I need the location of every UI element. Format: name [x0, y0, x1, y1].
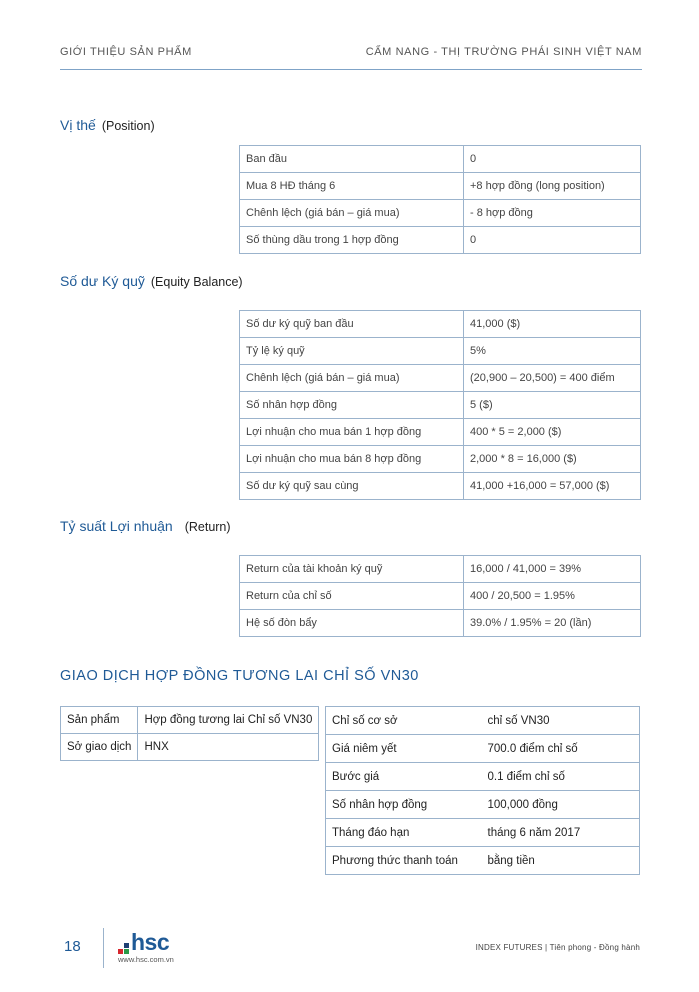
table-row — [240, 583, 641, 610]
table-cell-value: 39.0% / 1.95% = 20 (lần) — [464, 610, 641, 637]
section-title-equity-balance — [60, 273, 243, 289]
table-cell-label: Chênh lệch (giá bán – giá mua) — [240, 365, 464, 392]
table-cell-label: Ban đầu — [240, 146, 464, 173]
logo-text: hsc — [131, 929, 170, 955]
header-right-title: CẨM NANG - THỊ TRƯỜNG PHÁI SINH VIỆT NAM — [365, 46, 642, 58]
table-cell-label: Số thùng dầu trong 1 hợp đồng — [240, 227, 464, 254]
header-left-title: GIỚI THIỆU SẢN PHẨM — [60, 46, 192, 58]
section-title-vi: Tỷ suất Lợi nhuận — [60, 518, 173, 534]
table-cell-label: Lợi nhuận cho mua bán 1 hợp đồng — [240, 419, 464, 446]
table-cell-label: Số dư ký quỹ ban đầu — [240, 311, 464, 338]
table-row — [240, 227, 641, 254]
table-row — [240, 311, 641, 338]
table-row — [240, 473, 641, 500]
table-cell-label: Sản phẩm — [61, 707, 138, 734]
table-row — [240, 610, 641, 637]
table-cell-label: Return của tài khoản ký quỹ — [240, 556, 464, 583]
table-row — [240, 446, 641, 473]
section-title-en: (Position) — [101, 119, 155, 133]
table-cell-value: - 8 hợp đồng — [464, 200, 641, 227]
table-cell-label: Mua 8 HĐ tháng 6 — [240, 173, 464, 200]
table-row — [326, 763, 640, 791]
table-row — [326, 819, 640, 847]
table-row — [240, 146, 641, 173]
table-row — [326, 707, 640, 735]
table-cell-label: Phương thức thanh toán — [326, 847, 482, 875]
table-row — [61, 707, 319, 734]
table-row — [240, 338, 641, 365]
logo-dot-green — [124, 949, 129, 954]
table-row — [240, 392, 641, 419]
footer-tagline: INDEX FUTURES | Tiên phong - Đồng hành — [475, 943, 640, 952]
table-row — [61, 734, 319, 761]
table-cell-value: (20,900 – 20,500) = 400 điểm — [464, 365, 641, 392]
table-row — [240, 200, 641, 227]
table-cell-label: Sở giao dịch — [61, 734, 138, 761]
table-row — [240, 556, 641, 583]
table-cell-label: Return của chỉ số — [240, 583, 464, 610]
table-row — [240, 419, 641, 446]
section-title-en: (Equity Balance) — [150, 275, 243, 289]
page-number: 18 — [64, 938, 81, 955]
table-cell-value: Hợp đồng tương lai Chỉ số VN30 — [138, 707, 319, 734]
table-cell-value: 0.1 điểm chỉ số — [482, 763, 640, 791]
table-row — [240, 173, 641, 200]
table-cell-value: +8 hợp đồng (long position) — [464, 173, 641, 200]
table-cell-label: Tỷ lệ ký quỹ — [240, 338, 464, 365]
section-title-en: (Return) — [184, 520, 231, 534]
section-title-vi: Vị thế — [60, 117, 96, 133]
table-cell-label: Bước giá — [326, 763, 482, 791]
vn30-section-title: GIAO DỊCH HỢP ĐỒNG TƯƠNG LAI CHỈ SỐ VN30 — [60, 668, 419, 684]
logo-dot-red — [118, 949, 123, 954]
table-cell-value: 100,000 đồng — [482, 791, 640, 819]
table-cell-label: Giá niêm yết — [326, 735, 482, 763]
table-cell-label: Hệ số đòn bẩy — [240, 610, 464, 637]
table-row — [326, 847, 640, 875]
table-row — [326, 735, 640, 763]
section-title-position — [60, 117, 155, 133]
table-cell-value: tháng 6 năm 2017 — [482, 819, 640, 847]
position-table — [239, 145, 641, 254]
table-cell-value: 2,000 * 8 = 16,000 ($) — [464, 446, 641, 473]
table-cell-value: 0 — [464, 146, 641, 173]
table-cell-value: 0 — [464, 227, 641, 254]
vn30-spec-table — [325, 706, 640, 875]
table-cell-value: bằng tiền — [482, 847, 640, 875]
table-cell-label: Số nhân hợp đồng — [326, 791, 482, 819]
table-cell-label: Chênh lệch (giá bán – giá mua) — [240, 200, 464, 227]
section-title-return — [60, 518, 231, 534]
table-cell-label: Chỉ số cơ sở — [326, 707, 482, 735]
table-cell-label: Tháng đáo hạn — [326, 819, 482, 847]
table-cell-value: chỉ số VN30 — [482, 707, 640, 735]
table-cell-label: Số dư ký quỹ sau cùng — [240, 473, 464, 500]
table-cell-value: 41,000 +16,000 = 57,000 ($) — [464, 473, 641, 500]
return-table — [239, 555, 641, 637]
table-cell-value: 700.0 điểm chỉ số — [482, 735, 640, 763]
table-cell-label: Lợi nhuận cho mua bán 8 hợp đồng — [240, 446, 464, 473]
logo-dot-navy — [124, 943, 129, 948]
table-cell-value: 5 ($) — [464, 392, 641, 419]
table-cell-value: 41,000 ($) — [464, 311, 641, 338]
table-cell-value: HNX — [138, 734, 319, 761]
page-header — [60, 44, 642, 70]
table-cell-value: 400 / 20,500 = 1.95% — [464, 583, 641, 610]
table-row — [326, 791, 640, 819]
table-cell-value: 400 * 5 = 2,000 ($) — [464, 419, 641, 446]
table-row — [240, 365, 641, 392]
footer-divider — [103, 928, 104, 968]
section-title-vi: Số dư Ký quỹ — [60, 273, 145, 289]
vn30-product-table — [60, 706, 319, 761]
table-cell-value: 16,000 / 41,000 = 39% — [464, 556, 641, 583]
equity-balance-table — [239, 310, 641, 500]
table-cell-label: Số nhân hợp đồng — [240, 392, 464, 419]
website-link[interactable]: www.hsc.com.vn — [118, 955, 174, 964]
table-cell-value: 5% — [464, 338, 641, 365]
